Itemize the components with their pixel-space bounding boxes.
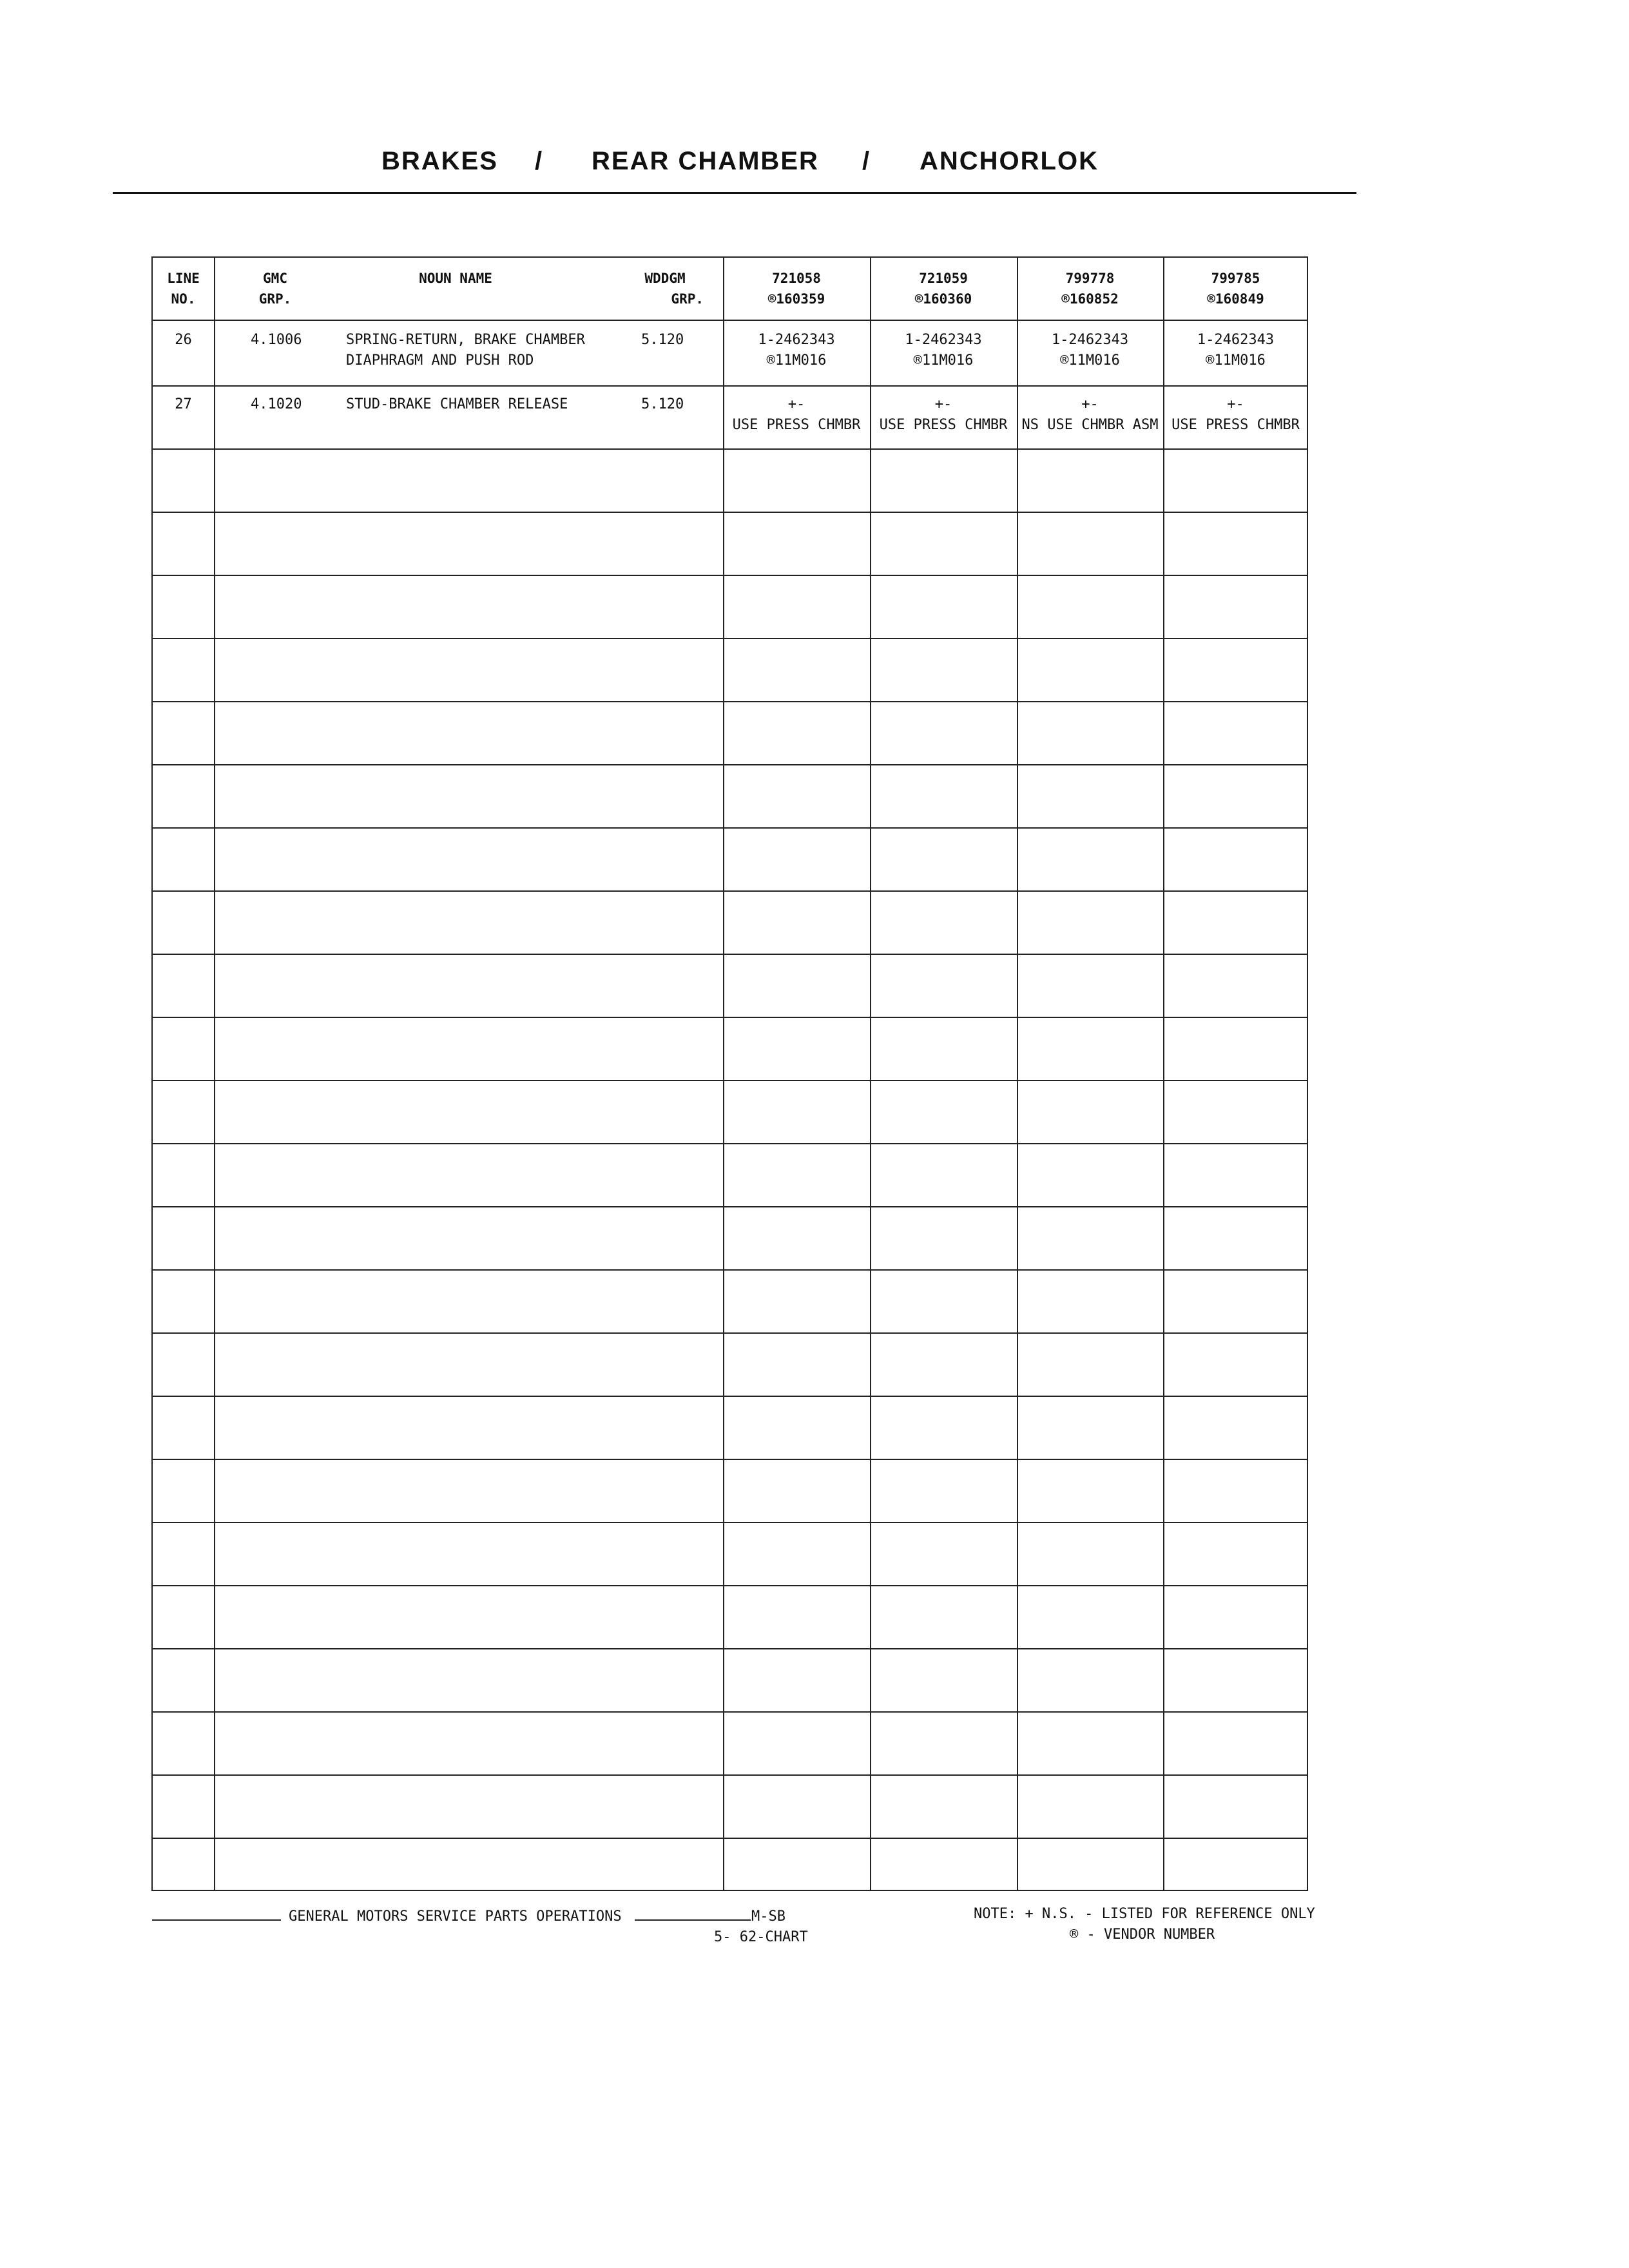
header-model-1 bbox=[723, 268, 870, 309]
row-26-line: 26 bbox=[175, 332, 192, 348]
model-number: 799778 bbox=[1065, 271, 1115, 286]
header-model-3 bbox=[1017, 268, 1163, 309]
row-27-model-1 bbox=[723, 394, 870, 436]
parts-table bbox=[151, 256, 1308, 1891]
noun-line: SPRING-RETURN, BRAKE CHAMBER bbox=[346, 332, 585, 348]
part-marker: +- bbox=[787, 396, 805, 412]
row-divider bbox=[153, 1522, 1307, 1523]
header-rule bbox=[153, 320, 1307, 321]
model-number: 721059 bbox=[919, 271, 968, 286]
row-27-gmc: 4.1020 bbox=[251, 396, 302, 412]
footer-page: 5- 62-CHART bbox=[714, 1929, 808, 1945]
row-divider bbox=[153, 638, 1307, 639]
row-divider bbox=[153, 1269, 1307, 1271]
row-26-gmc: 4.1006 bbox=[251, 332, 302, 348]
header-line-no-1: LINE bbox=[167, 271, 200, 286]
row-divider bbox=[153, 701, 1307, 702]
vendor-number: ®11M016 bbox=[1206, 352, 1266, 369]
part-note: USE PRESS CHMBR bbox=[879, 417, 1008, 433]
part-note: NS USE CHMBR ASM bbox=[1021, 417, 1159, 433]
row-divider bbox=[153, 1838, 1307, 1839]
row-26-wddgm: 5.120 bbox=[641, 332, 684, 348]
footer-code: M-SB bbox=[751, 1908, 786, 1925]
part-note: USE PRESS CHMBR bbox=[732, 417, 861, 433]
part-number: 1-2462343 bbox=[758, 332, 835, 348]
row-divider bbox=[153, 954, 1307, 955]
row-divider bbox=[153, 1080, 1307, 1081]
footer-rule-middle bbox=[635, 1919, 751, 1921]
column-divider bbox=[214, 258, 215, 1890]
row-divider bbox=[153, 1459, 1307, 1460]
vendor-number: ®11M016 bbox=[913, 352, 974, 369]
row-divider bbox=[153, 764, 1307, 765]
row-divider bbox=[153, 1332, 1307, 1334]
header-gmc-grp bbox=[243, 268, 307, 309]
row-27-model-4 bbox=[1163, 394, 1308, 436]
row-27-model-2 bbox=[870, 394, 1017, 436]
header-model-4 bbox=[1163, 268, 1308, 309]
row-divider bbox=[153, 1143, 1307, 1144]
model-number: 799785 bbox=[1211, 271, 1260, 286]
row-divider bbox=[153, 385, 1307, 387]
footer-org: GENERAL MOTORS SERVICE PARTS OPERATIONS bbox=[289, 1908, 622, 1925]
footer-note-2: ® - VENDOR NUMBER bbox=[1070, 1927, 1215, 1943]
row-divider bbox=[153, 1711, 1307, 1713]
column-divider bbox=[870, 258, 871, 1890]
part-number: 1-2462343 bbox=[905, 332, 982, 348]
part-marker: +- bbox=[1227, 396, 1244, 412]
row-divider bbox=[153, 1017, 1307, 1018]
row-27-line: 27 bbox=[175, 396, 192, 412]
column-divider bbox=[723, 258, 724, 1890]
title-anchorlok: ANCHORLOK bbox=[920, 147, 1099, 175]
model-vendor: ®160852 bbox=[1061, 291, 1119, 307]
row-26-model-2 bbox=[870, 330, 1017, 371]
footer-note-1: NOTE: + N.S. - LISTED FOR REFERENCE ONLY bbox=[974, 1906, 1315, 1922]
model-number: 721058 bbox=[772, 271, 821, 286]
row-divider bbox=[153, 890, 1307, 892]
title-brakes: BRAKES bbox=[381, 147, 498, 175]
header-gmc-2: GRP. bbox=[258, 291, 292, 307]
model-vendor: ®160849 bbox=[1207, 291, 1264, 307]
row-divider bbox=[153, 1774, 1307, 1776]
part-note: USE PRESS CHMBR bbox=[1171, 417, 1300, 433]
header-gmc-1: GMC bbox=[263, 271, 287, 286]
header-line-no bbox=[153, 268, 214, 309]
row-26-model-3 bbox=[1017, 330, 1163, 371]
row-divider bbox=[153, 1585, 1307, 1586]
column-divider bbox=[1017, 258, 1018, 1890]
header-line-no-2: NO. bbox=[171, 291, 196, 307]
model-vendor: ®160360 bbox=[914, 291, 972, 307]
row-divider bbox=[153, 575, 1307, 576]
row-divider bbox=[153, 512, 1307, 513]
header-noun-name: NOUN NAME bbox=[419, 271, 492, 286]
title-separator: / bbox=[862, 147, 871, 175]
part-marker: +- bbox=[1081, 396, 1099, 412]
row-divider bbox=[153, 448, 1307, 450]
column-divider bbox=[1163, 258, 1164, 1890]
row-divider bbox=[153, 827, 1307, 829]
footer-rule-left bbox=[152, 1919, 281, 1921]
part-number: 1-2462343 bbox=[1197, 332, 1275, 348]
row-divider bbox=[153, 1396, 1307, 1397]
vendor-number: ®11M016 bbox=[766, 352, 827, 369]
row-26-noun bbox=[346, 330, 585, 371]
title-rule bbox=[113, 192, 1356, 194]
header-model-2 bbox=[870, 268, 1017, 309]
row-27-noun bbox=[346, 394, 568, 415]
part-number: 1-2462343 bbox=[1051, 332, 1129, 348]
row-divider bbox=[153, 1206, 1307, 1207]
row-divider bbox=[153, 1648, 1307, 1649]
noun-line: DIAPHRAGM AND PUSH ROD bbox=[346, 352, 534, 369]
part-marker: +- bbox=[934, 396, 952, 412]
header-wddgm-grp bbox=[626, 268, 704, 309]
title-rear-chamber: REAR CHAMBER bbox=[592, 147, 819, 175]
noun-line: STUD-BRAKE CHAMBER RELEASE bbox=[346, 396, 568, 412]
row-27-model-3 bbox=[1017, 394, 1163, 436]
row-26-model-1 bbox=[723, 330, 870, 371]
vendor-number: ®11M016 bbox=[1060, 352, 1120, 369]
header-wddgm-2: GRP. bbox=[671, 291, 704, 307]
row-26-model-4 bbox=[1163, 330, 1308, 371]
header-wddgm-1: WDDGM bbox=[644, 271, 686, 286]
row-27-wddgm: 5.120 bbox=[641, 396, 684, 412]
model-vendor: ®160359 bbox=[767, 291, 825, 307]
title-separator: / bbox=[535, 147, 544, 175]
